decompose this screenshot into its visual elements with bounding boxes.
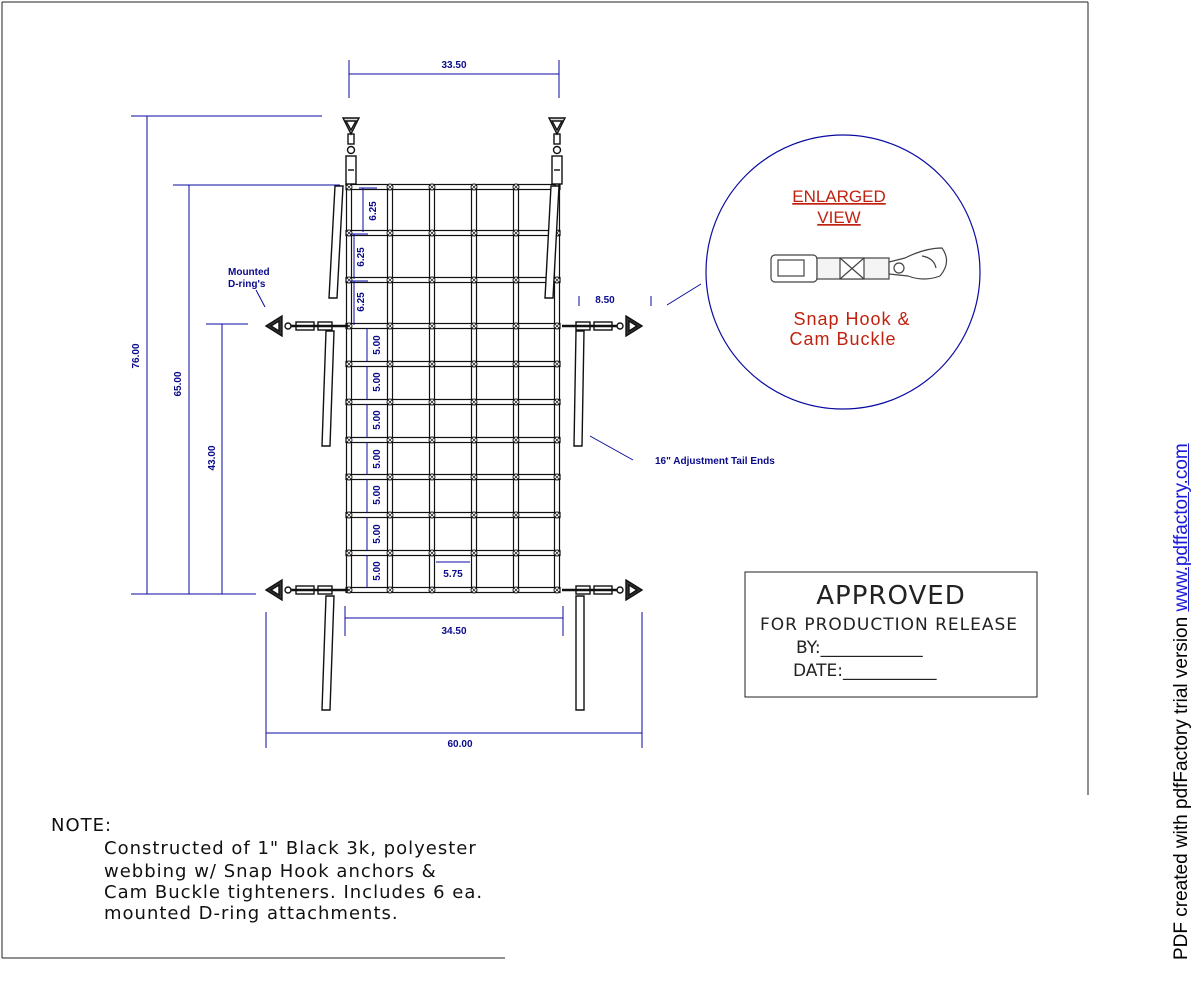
net-horizontal-strap (346, 278, 560, 283)
label-mounted-d-rings-2: D-ring's (228, 279, 266, 290)
dim-lower-cell-spacing: 5.00 (372, 561, 383, 581)
net-horizontal-strap (346, 324, 560, 329)
dim-lower-cell-spacing: 5.00 (372, 485, 383, 505)
note-line: mounted D-ring attachments. (104, 903, 399, 924)
net-vertical-strap (347, 185, 352, 592)
note-line: Cam Buckle tighteners. Includes 6 ea. (104, 882, 484, 903)
net-horizontal-strap (346, 400, 560, 405)
net-vertical-strap (430, 185, 435, 592)
dim-net-width: 34.50 (441, 626, 467, 637)
net-horizontal-strap (346, 588, 560, 593)
watermark-link[interactable]: www.pdffactory.com (1171, 443, 1192, 612)
dim-lower-cell-spacing: 5.00 (372, 410, 383, 430)
dim-lower-cell-spacing: 5.00 (372, 335, 383, 355)
pdf-watermark (1171, 443, 1193, 960)
dim-lower-ring-height: 43.00 (207, 445, 218, 471)
enlarged-view-title: ENLARGED (792, 187, 886, 206)
watermark-text: PDF created with pdfFactory trial version (1171, 611, 1192, 960)
net-horizontal-strap (346, 513, 560, 518)
dim-net-height: 65.00 (173, 371, 184, 397)
right-upper-d-ring (562, 316, 642, 446)
net-vertical-strap (472, 185, 477, 592)
dim-upper-cell-spacing: 6.25 (356, 247, 367, 267)
approval-stamp (745, 572, 1037, 697)
approval-date: DATE:___________ (793, 661, 937, 681)
dim-cell-width: 5.75 (443, 569, 463, 580)
enlarged-view-caption: Snap Hook & (793, 309, 911, 329)
dim-overall-height: 76.00 (131, 343, 142, 369)
net-vertical-strap (514, 185, 519, 592)
dim-top-hook-spacing: 33.50 (441, 60, 467, 71)
note-line: webbing w/ Snap Hook anchors & (104, 861, 437, 882)
label-tail-ends: 16" Adjustment Tail Ends (655, 456, 775, 467)
enlarged-view (706, 135, 980, 409)
right-lower-d-ring (562, 580, 642, 710)
net-horizontal-strap (346, 475, 560, 480)
dim-lower-cell-spacing: 5.00 (372, 449, 383, 469)
top-right-anchor (545, 118, 565, 298)
net-horizontal-strap (346, 551, 560, 556)
dim-lower-cell-spacing: 5.00 (372, 524, 383, 544)
dim-side-ring-offset: 8.50 (595, 295, 615, 306)
construction-note (51, 815, 483, 924)
dim-overall-width: 60.00 (447, 739, 473, 750)
net-horizontal-strap (346, 362, 560, 367)
label-mounted-d-rings: Mounted (228, 267, 270, 278)
dim-upper-cell-spacing: 6.25 (368, 201, 379, 221)
approval-by: BY:____________ (796, 638, 923, 658)
left-upper-d-ring (266, 316, 348, 446)
enlarged-view-title-2: VIEW (817, 208, 861, 227)
note-line: Constructed of 1" Black 3k, polyester (104, 838, 477, 859)
approval-subtitle: FOR PRODUCTION RELEASE (759, 615, 1019, 635)
dim-lower-cell-spacing: 5.00 (372, 372, 383, 392)
approval-title: APPROVED (816, 581, 966, 611)
dim-upper-cell-spacing: 6.25 (356, 292, 367, 312)
snap-hook-cam-buckle-icon (771, 248, 947, 282)
enlarged-view-caption-2: Cam Buckle (789, 329, 897, 349)
net-vertical-strap (388, 185, 393, 592)
net-horizontal-strap (346, 438, 560, 443)
net-horizontal-strap (346, 185, 560, 190)
left-lower-d-ring (266, 580, 348, 710)
note-heading: NOTE: (51, 815, 113, 836)
net-horizontal-strap (346, 231, 560, 236)
